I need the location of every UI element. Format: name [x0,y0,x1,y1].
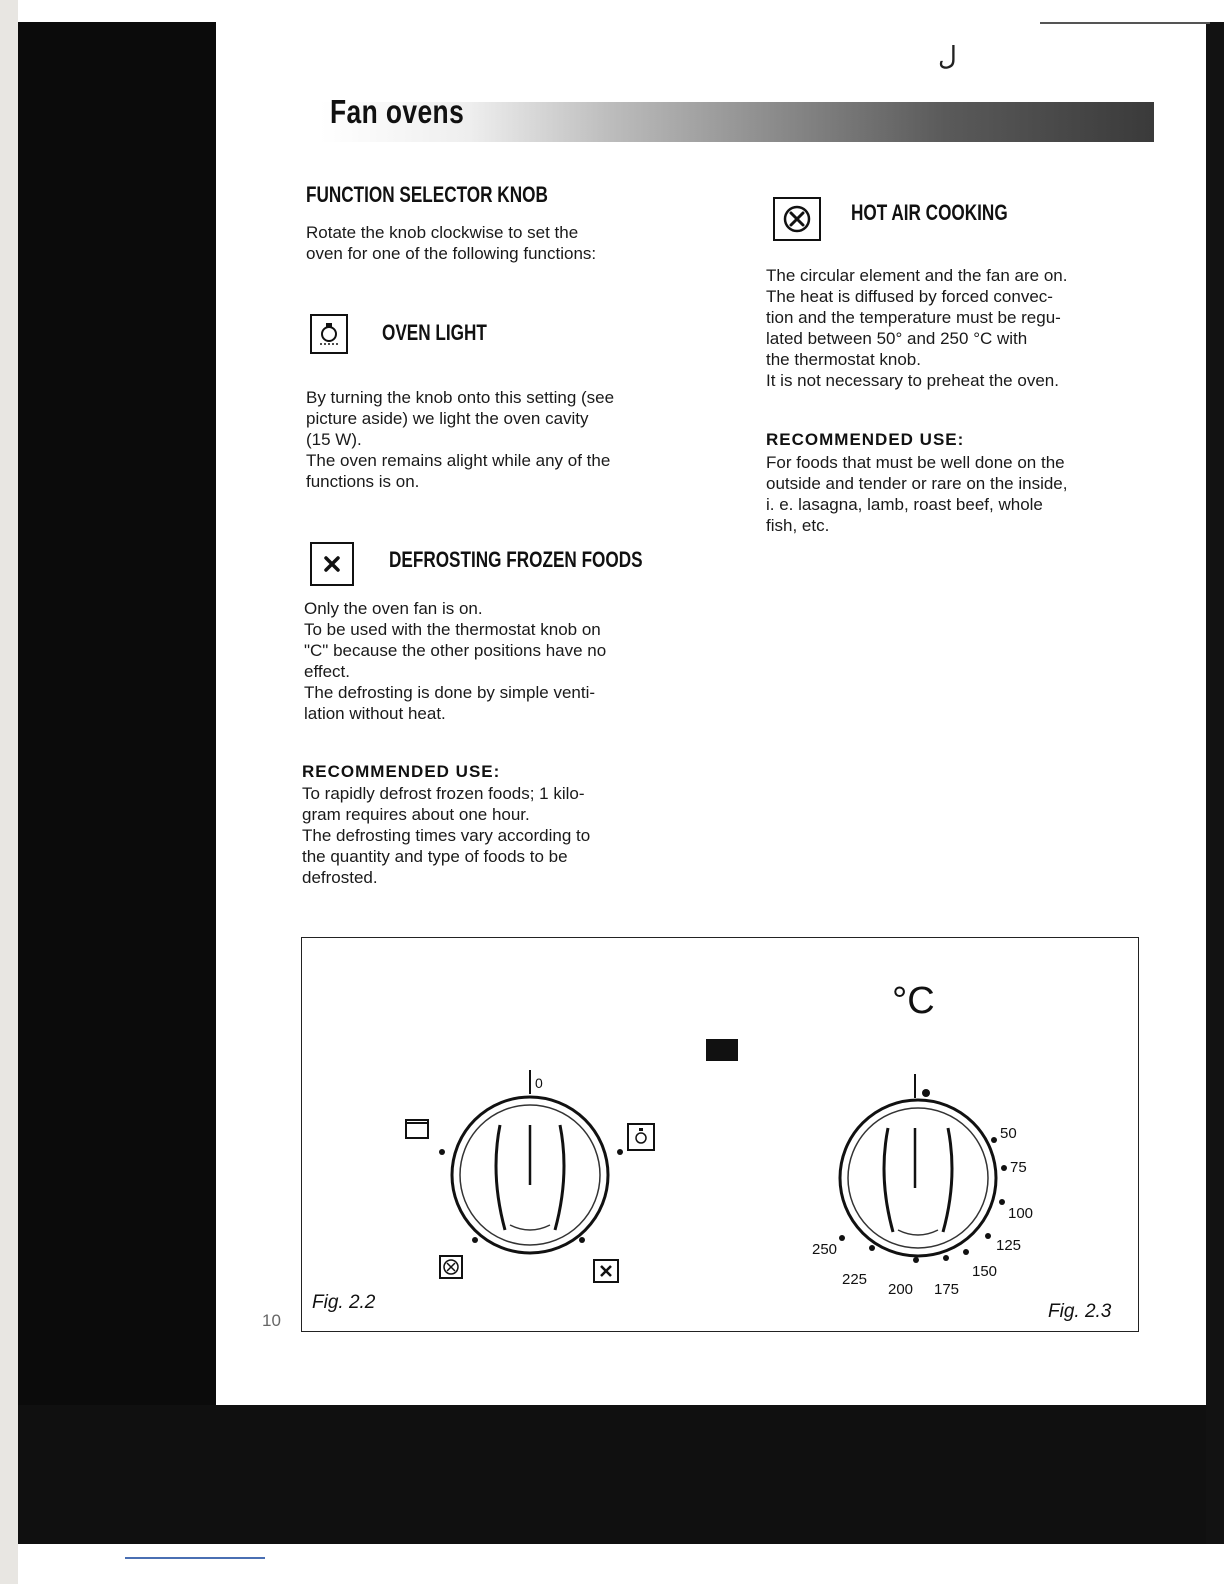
fan-icon [773,197,821,241]
text-line: the quantity and type of foods to be [302,847,568,866]
celsius-label: °C [892,980,935,1022]
text-line: By turning the knob onto this setting (see [306,388,615,407]
defrosting-text [304,598,690,724]
position-dot [1001,1165,1007,1171]
text-line: The heat is diffused by forced convec- [766,287,1053,306]
text-line: Only the oven fan is on. [304,599,483,618]
knob-grip-left [496,1125,505,1230]
position-dot [991,1137,997,1143]
temp-label: 175 [934,1281,960,1298]
position-dot [472,1237,478,1243]
text-line: For foods that must be well done on the [766,453,1065,472]
temp-label: 125 [996,1237,1022,1254]
text-line: To rapidly defrost frozen foods; 1 kilo- [302,784,585,803]
snowflake-fan-icon [310,542,354,586]
figure-caption-left: Fig. 2.2 [312,1292,376,1313]
knob-zero-mark: 0 [535,1075,543,1091]
thermostat-grip-left [884,1128,893,1232]
scan-edge [0,0,18,1584]
position-dot [922,1089,930,1097]
position-dot [839,1235,845,1241]
temp-label: 225 [842,1271,868,1288]
oven-frame-icon [406,1120,428,1138]
hot-air-heading: HOT AIR COOKING [851,200,1008,225]
scan-border-left [18,22,216,1544]
scan-artifact-line [125,1557,265,1559]
temp-label: 75 [1010,1159,1027,1176]
thermostat-arc [898,1230,938,1235]
bulb-icon [310,314,348,354]
thermostat-grip-right [943,1128,952,1232]
hot-air-recommended-text [766,452,1148,536]
text-line: lated between 50° and 250 °C with [766,329,1028,348]
text-line: oven for one of the following functions: [306,244,597,263]
top-rule [1040,22,1210,24]
oven-light-text [306,387,696,492]
position-dot [869,1245,875,1251]
page-number: 10 [262,1311,281,1330]
text-line: To be used with the thermostat knob on [304,620,601,639]
text-line: It is not necessary to preheat the oven. [766,371,1059,390]
text-line: Rotate the knob clockwise to set the [306,223,579,242]
snowflake-fan-icon [594,1260,618,1282]
scan-border-bottom [18,1405,1224,1544]
text-line: functions is on. [306,472,420,491]
knob-grip-right [555,1125,564,1230]
text-line: The defrosting times vary according to [302,826,591,845]
position-dot [579,1237,585,1243]
text-line: picture aside) we light the oven cavity [306,409,589,428]
text-line: tion and the temperature must be regu- [766,308,1061,327]
knob-arc [510,1225,550,1230]
bulb-icon [628,1124,654,1150]
text-line: The defrosting is done by simple venti- [304,683,596,702]
hot-air-recommended-label: RECOMMENDED USE: [766,430,965,449]
indicator-block [706,1039,738,1061]
text-line: lation without heat. [304,704,446,723]
position-dot [985,1233,991,1239]
text-line: gram requires about one hour. [302,805,530,824]
text-line: "C" because the other positions have no [304,641,607,660]
text-line: (15 W). [306,430,362,449]
temp-label: 50 [1000,1125,1017,1142]
function-knob-diagram [380,1060,680,1300]
corner-mark: ل [938,42,957,72]
position-dot [439,1149,445,1155]
text-line: outside and tender or rare on the inside, [766,474,1068,493]
position-dot [617,1149,623,1155]
temp-label: 200 [888,1281,914,1298]
text-line: the thermostat knob. [766,350,921,369]
thermostat-outer-ring [840,1100,996,1256]
oven-light-heading: OVEN LIGHT [382,320,487,345]
position-dot [943,1255,949,1261]
page-title: Fan ovens [330,93,465,130]
figure-caption-right: Fig. 2.3 [1048,1301,1112,1322]
function-selector-text [306,222,696,264]
temp-label: 150 [972,1263,998,1280]
text-line: fish, etc. [766,516,830,535]
defrosting-heading: DEFROSTING FROZEN FOODS [389,547,643,572]
text-line: i. e. lasagna, lamb, roast beef, whole [766,495,1043,514]
thermostat-knob-diagram [800,1060,1060,1310]
fan-icon [440,1256,462,1278]
hot-air-text [766,265,1148,391]
position-dot [963,1249,969,1255]
function-selector-heading: FUNCTION SELECTOR KNOB [306,182,548,207]
text-line: The circular element and the fan are on. [766,266,1068,285]
defrosting-recommended-label: RECOMMENDED USE: [302,762,501,781]
position-dot [999,1199,1005,1205]
text-line: The oven remains alight while any of the [306,451,611,470]
defrosting-recommended-text [302,783,690,888]
thermostat-inner-ring [848,1108,988,1248]
position-dot [913,1257,919,1263]
text-line: defrosted. [302,868,378,887]
temp-label: 250 [812,1241,838,1258]
scan-border-right [1206,22,1224,1544]
temp-label: 100 [1008,1205,1034,1222]
text-line: effect. [304,662,350,681]
